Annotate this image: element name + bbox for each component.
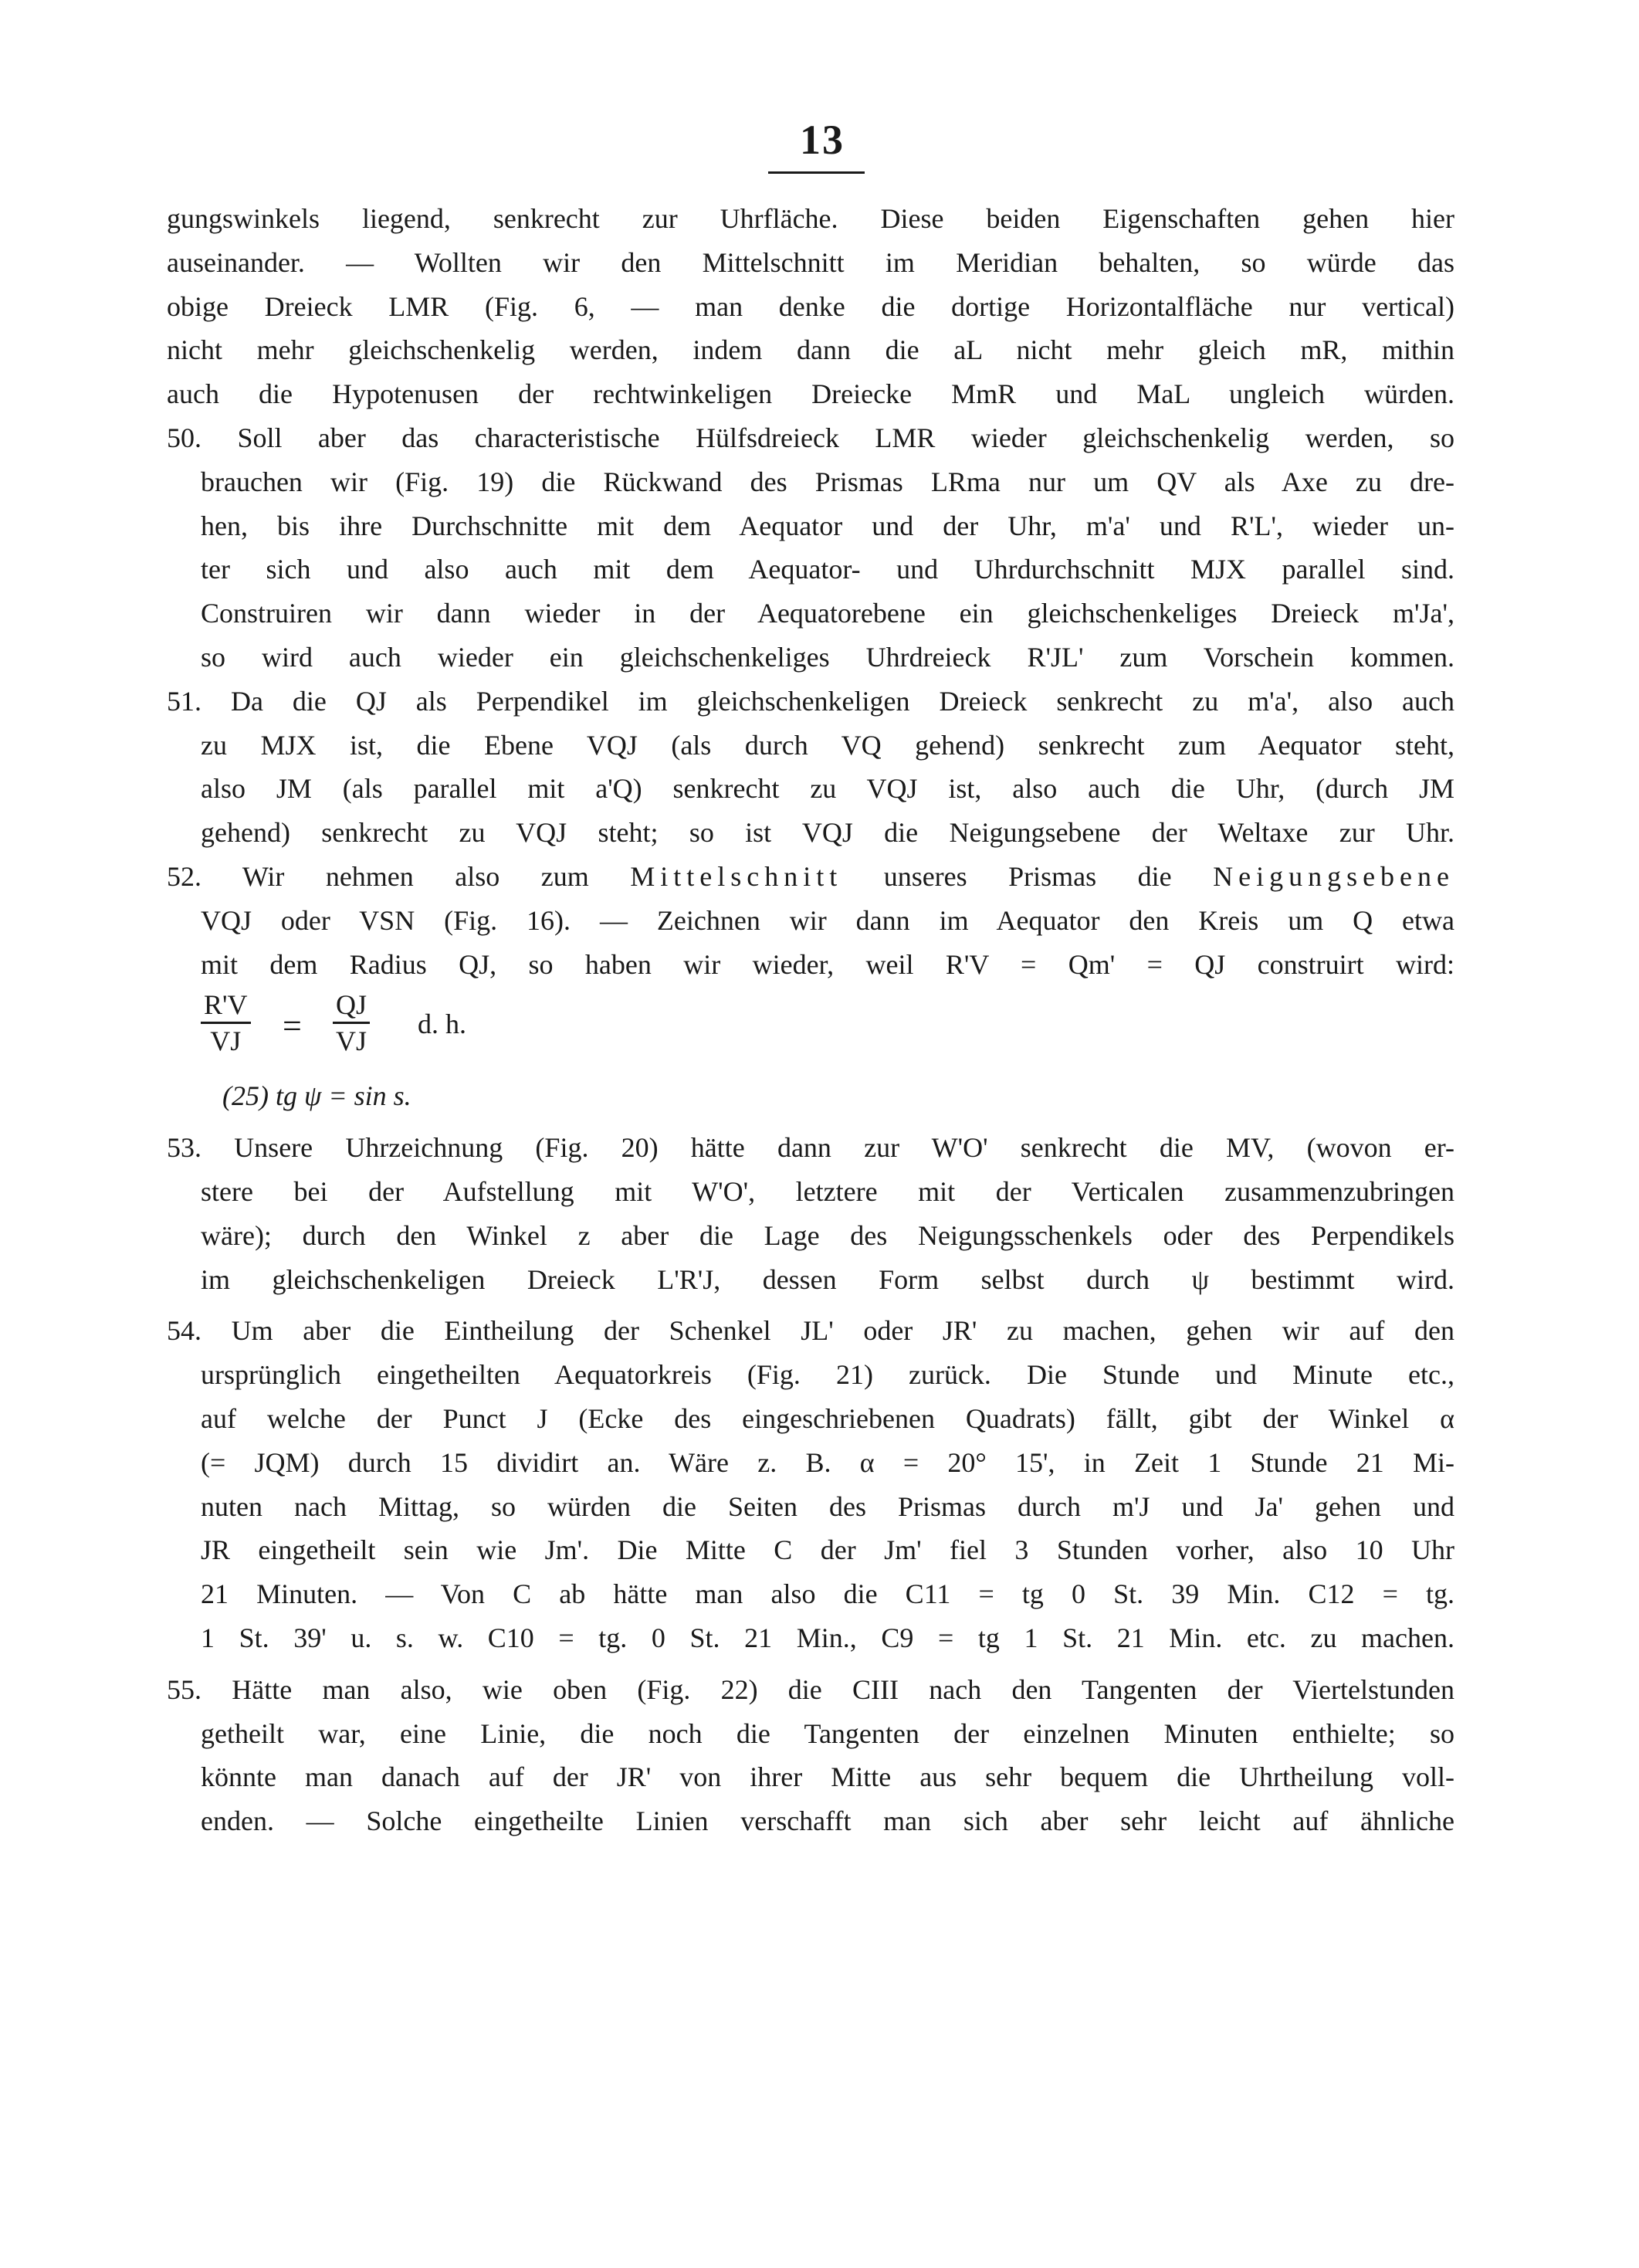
paragraph-51-line: 51. Da die QJ als Perpendikel im gleichschenkeligen Dreieck senkrecht zu m'a', also auch: [167, 685, 1454, 717]
paragraph-55-line: könnte man danach auf der JR' von ihrer Mitte aus sehr bequem die Uhrtheilung voll-: [201, 1761, 1454, 1793]
text-line: auch die Hypotenusen der rechtwinkeligen Dreiecke MmR und MaL ungleich würden.: [167, 378, 1454, 410]
paragraph-52-line: [167, 855, 1454, 899]
paragraph-54-line: 54. Um aber die Eintheilung der Schenkel JL' oder JR' zu machen, gehen wir auf den: [167, 1315, 1454, 1347]
page-number-rule: [768, 171, 865, 174]
paragraph-54-line: ursprünglich eingetheilten Aequatorkreis (Fig. 21) zurück. Die Stunde und Minute etc.,: [201, 1359, 1454, 1391]
paragraph-51-line: zu MJX ist, die Ebene VQJ (als durch VQ gehend) senkrecht zum Aequator steht,: [201, 729, 1454, 761]
paragraph-50-line: so wird auch wieder ein gleichschenkeliges Uhrdreieck R'JL' zum Vorschein kommen.: [201, 641, 1454, 673]
paragraph-51-line: also JM (als parallel mit a'Q) senkrecht zu VQJ ist, also auch die Uhr, (durch JM: [201, 773, 1454, 805]
spaced-term-mittelschnitt: Mittelschnitt: [630, 860, 843, 892]
fraction-numerator: QJ: [333, 989, 370, 1024]
text-line: nicht mehr gleichschenkelig werden, indem dann die aL nicht mehr gleich mR, mithin: [167, 334, 1454, 366]
paragraph-53-line: 53. Unsere Uhrzeichnung (Fig. 20) hätte dann zur W'O' senkrecht die MV, (wovon er-: [167, 1132, 1454, 1164]
paragraph-52-line: VQJ oder VSN (Fig. 16). — Zeichnen wir dann im Aequator den Kreis um Q etwa: [201, 904, 1454, 936]
body-text: [167, 197, 1454, 1843]
paragraph-54-line: nuten nach Mittag, so würden die Seiten des Prismas durch m'J und Ja' gehen und: [201, 1490, 1454, 1522]
paragraph-53-line: im gleichschenkeligen Dreieck L'R'J, dessen Form selbst durch ψ bestimmt wird.: [201, 1263, 1454, 1295]
equals-sign: =: [283, 1007, 302, 1046]
spaced-term-neigungsebene: Neigungsebene: [1213, 860, 1455, 892]
text-line: auseinander. — Wollten wir den Mittelschnitt im Meridian behalten, so würde das: [167, 246, 1454, 278]
paragraph-52-line: mit dem Radius QJ, so haben wir wieder, weil R'V = Qm' = QJ construirt wird:: [201, 948, 1454, 980]
p52-text: 52. Wir nehmen also zum: [167, 860, 589, 892]
paragraph-55-line: 55. Hätte man also, wie oben (Fig. 22) die CIII nach den Tangenten der Viertelstunden: [167, 1673, 1454, 1705]
equation-25: (25) tg ψ = sin s.: [222, 1080, 411, 1112]
paragraph-54-line: JR eingetheilt sein wie Jm'. Die Mitte C der Jm' fiel 3 Stunden vorher, also 10 Uhr: [201, 1534, 1454, 1566]
paragraph-54-line: 1 St. 39' u. s. w. C10 = tg. 0 St. 21 Min., C9 = tg 1 St. 21 Min. etc. zu machen.: [201, 1622, 1454, 1653]
p52-text: unseres Prismas die: [883, 860, 1172, 892]
fraction-denominator: VJ: [336, 1026, 367, 1057]
fraction-rv-vj: [201, 989, 251, 1056]
fraction-qj-vj: [333, 989, 370, 1056]
paragraph-50-line: 50. Soll aber das characteristische Hülfsdreieck LMR wieder gleichschenkelig werden, so: [167, 422, 1454, 453]
paragraph-50-line: ter sich und also auch mit dem Aequator- und Uhrdurchschnitt MJX parallel sind.: [201, 554, 1454, 585]
paragraph-50-line: Construiren wir dann wieder in der Aequatorebene ein gleichschenkeliges Dreieck m'Ja',: [201, 598, 1454, 629]
paragraph-54-line: auf welche der Punct J (Ecke des eingeschriebenen Quadrats) fällt, gibt der Winkel α: [201, 1402, 1454, 1434]
paragraph-51-line: gehend) senkrecht zu VQJ steht; so ist VQJ die Neigungsebene der Weltaxe zur Uhr.: [201, 817, 1454, 849]
formula-block: [167, 989, 1454, 1074]
fraction-numerator: R'V: [201, 989, 251, 1024]
paragraph-54-line: 21 Minuten. — Von C ab hätte man also die C11 = tg 0 St. 39 Min. C12 = tg.: [201, 1578, 1454, 1610]
formula-dh: d. h.: [418, 1009, 466, 1040]
fraction-denominator: VJ: [210, 1026, 242, 1057]
text-line: obige Dreieck LMR (Fig. 6, — man denke die dortige Horizontalfläche nur vertical): [167, 290, 1454, 322]
paragraph-54-line: (= JQM) durch 15 dividirt an. Wäre z. B. α = 20° 15', in Zeit 1 Stunde 21 Mi-: [201, 1446, 1454, 1478]
paragraph-55-line: getheilt war, eine Linie, die noch die Tangenten der einzelnen Minuten enthielte; so: [201, 1717, 1454, 1749]
paragraph-50-line: hen, bis ihre Durchschnitte mit dem Aequator und der Uhr, m'a' und R'L', wieder un-: [201, 510, 1454, 541]
paragraph-53-line: wäre); durch den Winkel z aber die Lage des Neigungsschenkels oder des Perpendikels: [201, 1219, 1454, 1251]
paragraph-53-line: stere bei der Aufstellung mit W'O', letztere mit der Verticalen zusammenzubringen: [201, 1175, 1454, 1207]
page-number: 13: [800, 117, 845, 163]
paragraph-50-line: brauchen wir (Fig. 19) die Rückwand des Prismas LRma nur um QV als Axe zu dre-: [201, 466, 1454, 497]
text-line: gungswinkels liegend, senkrecht zur Uhrfläche. Diese beiden Eigenschaften gehen hier: [167, 203, 1454, 234]
paragraph-55-line: enden. — Solche eingetheilte Linien verschafft man sich aber sehr leicht auf ähnliche: [201, 1805, 1454, 1837]
